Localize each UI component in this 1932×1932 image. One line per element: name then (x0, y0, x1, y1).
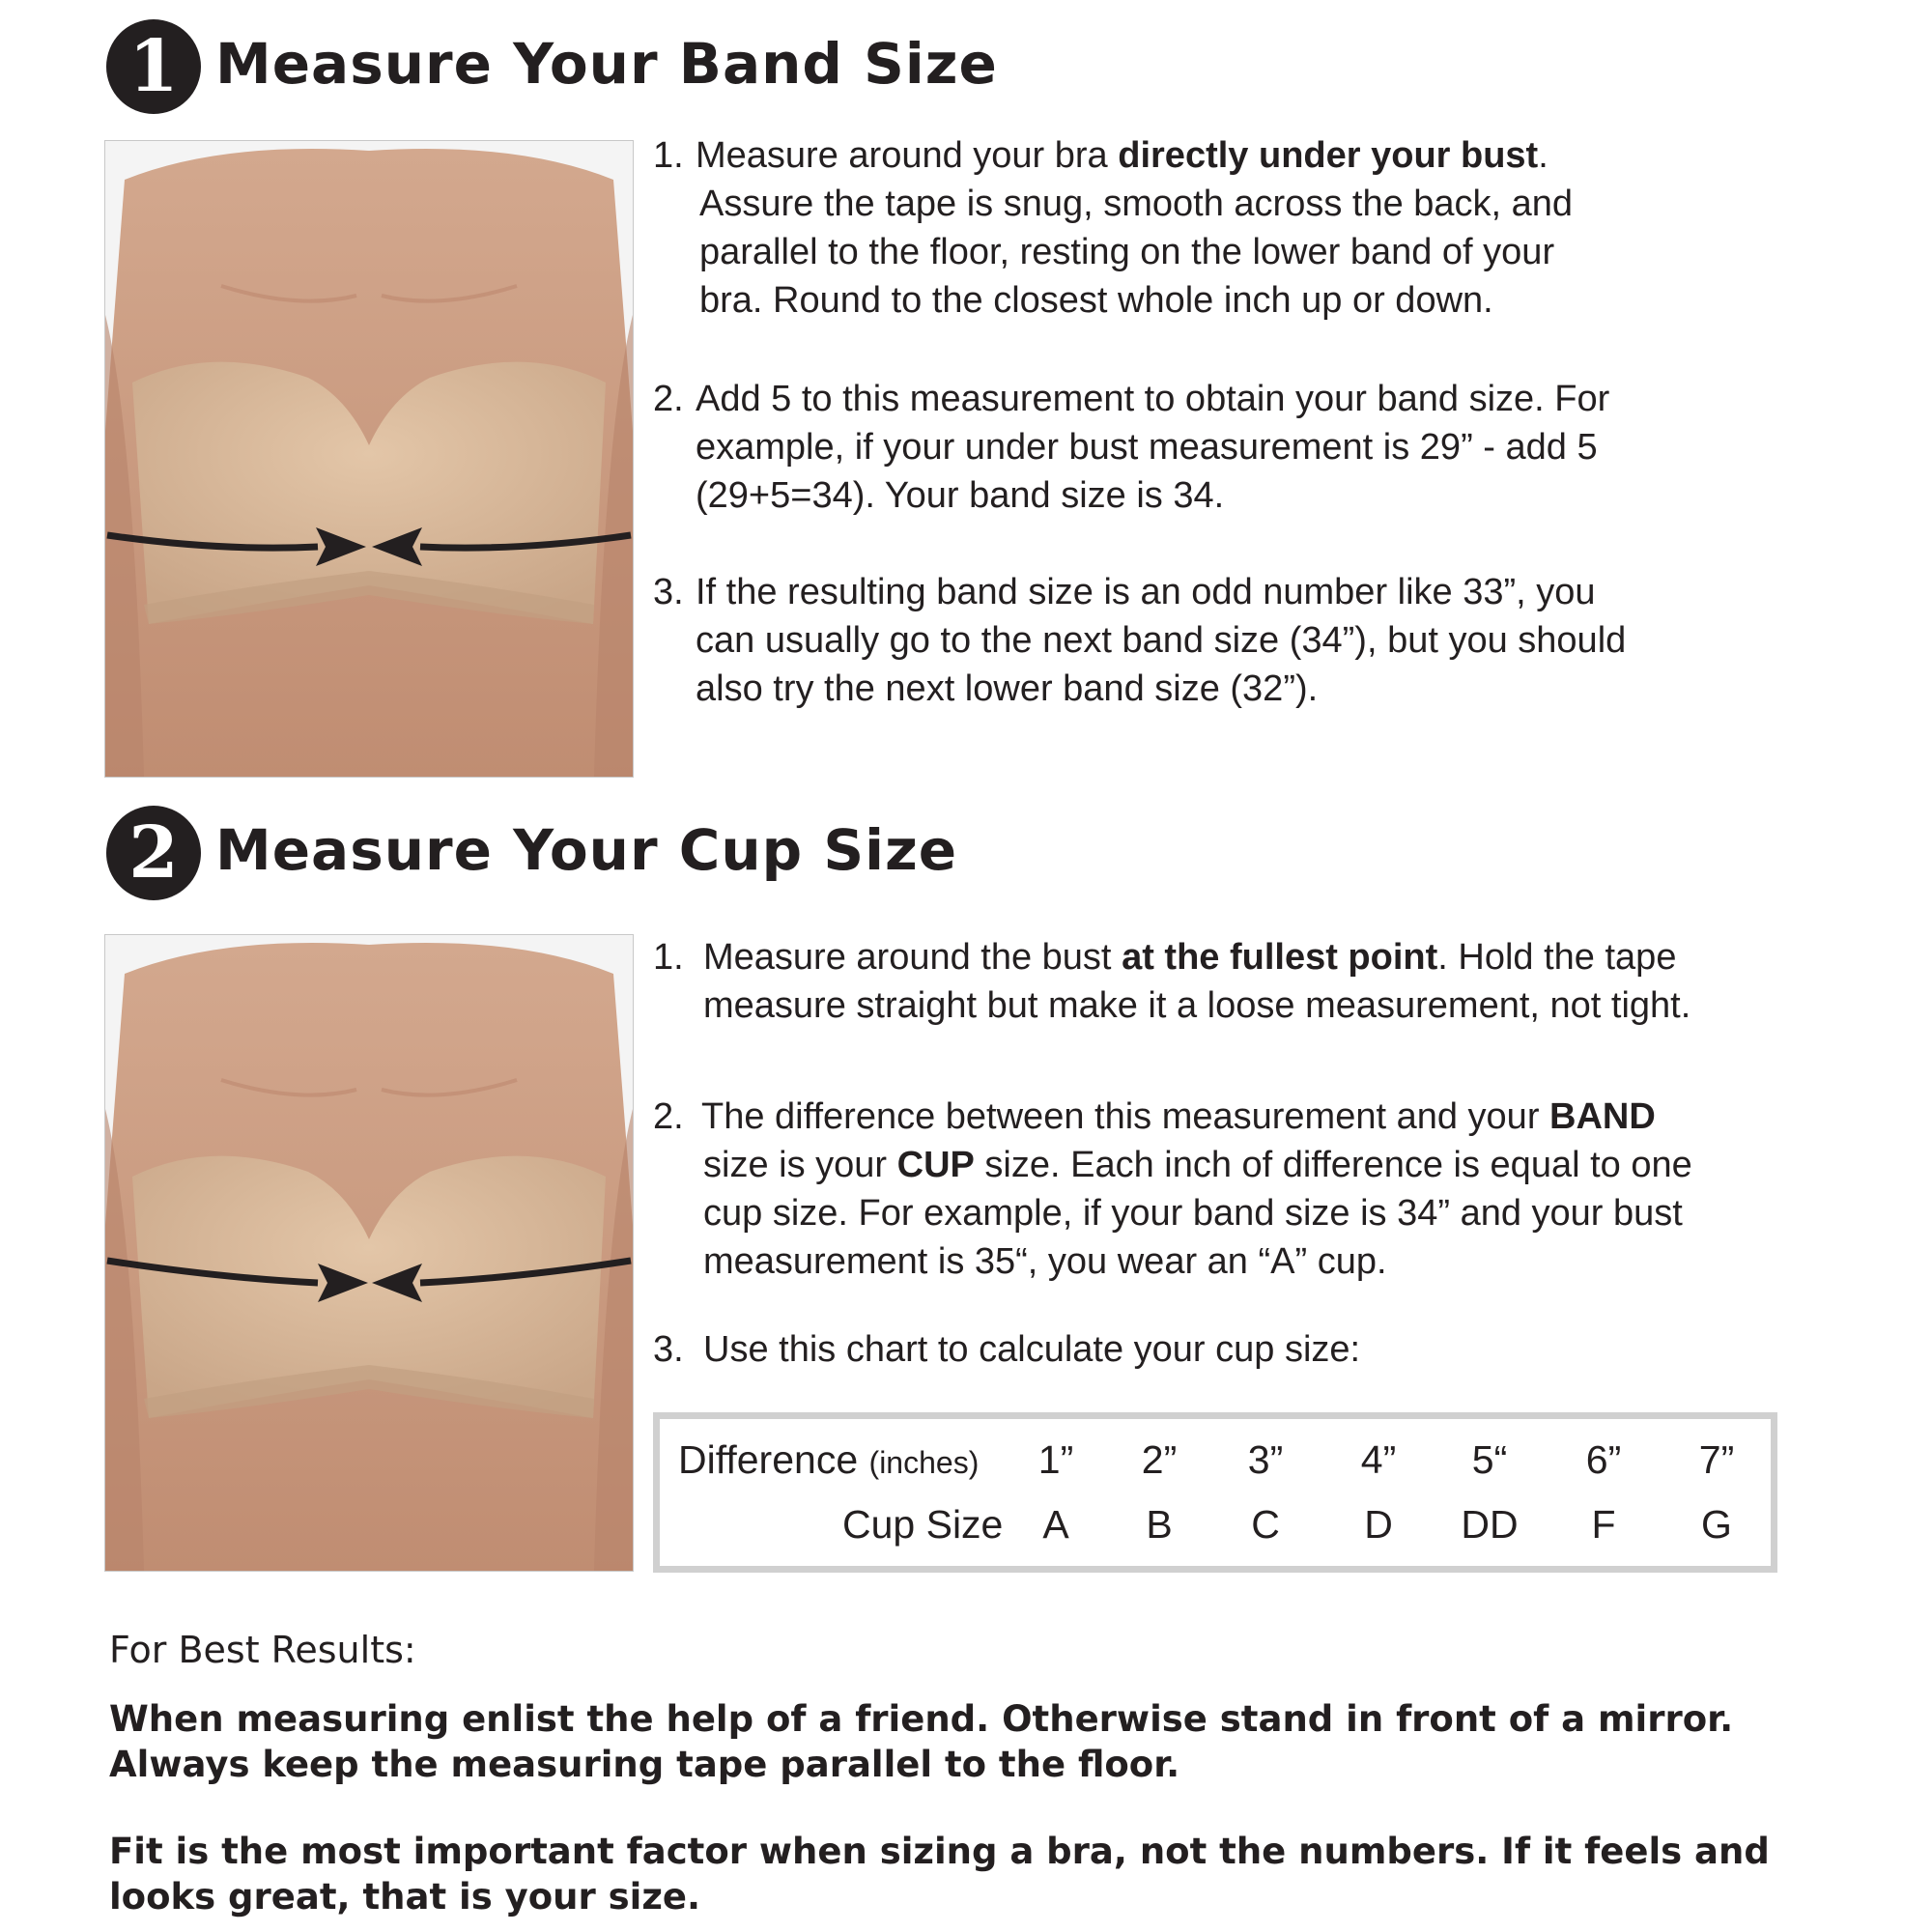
best-results-para2-line1: Fit is the most important factor when sizing a bra, not the numbers. If it feels and (109, 1831, 1770, 1872)
best-results-para1-line2: Always keep the measuring tape parallel to the floor. (109, 1744, 1180, 1785)
band-step-2: 2. Add 5 to this measurement to obtain your band size. For example, if your under bust measurement is 29” - add 5 (29+5=34). Your band size is 34. (653, 379, 1610, 516)
step-two-badge: 2 (106, 806, 201, 900)
cup-size-title: Measure Your Cup Size (215, 817, 958, 883)
cup-value: B (1146, 1502, 1173, 1547)
band-measure-photo (104, 140, 634, 778)
best-results-heading: For Best Results: (109, 1629, 416, 1671)
best-results-para1-line1: When measuring enlist the help of a friend. Otherwise stand in front of a mirror. (109, 1698, 1734, 1740)
band-step-1: 1. Measure around your bra directly under your bust. Assure the tape is snug, smooth across the back, and parallel to the floor, resting on the lower band of your bra. Round to the closest whole inch up or down. (653, 135, 1574, 321)
difference-value: 4” (1360, 1437, 1397, 1482)
band-step-3: 3. If the resulting band size is an odd number like 33”, you can usually go to the next band size (34”), but you should also try the next lower band size (32”). (653, 572, 1627, 709)
best-results-para2-line2: looks great, that is your size. (109, 1876, 700, 1918)
cup-value: F (1591, 1502, 1616, 1547)
cup-value: D (1364, 1502, 1393, 1547)
band-size-title: Measure Your Band Size (215, 31, 998, 97)
difference-value: 6” (1585, 1437, 1622, 1482)
difference-value: 5“ (1471, 1437, 1508, 1482)
difference-label: Difference (inches) (678, 1437, 980, 1482)
difference-value: 7” (1698, 1437, 1735, 1482)
cup-size-chart (653, 1412, 1777, 1573)
step-one-badge: 1 (106, 19, 201, 114)
cup-size-label: Cup Size (842, 1502, 1004, 1547)
cup-step-3: 3. Use this chart to calculate your cup size: (653, 1329, 1361, 1370)
difference-value: 3” (1247, 1437, 1284, 1482)
cup-value: A (1042, 1502, 1069, 1547)
difference-value: 1” (1037, 1437, 1074, 1482)
cup-value: C (1251, 1502, 1280, 1547)
cup-step-2: 2. The difference between this measurement and your BAND size is your CUP size. Each inch of difference is equal to one cup size. For example, if your band size is 34” and your bust measurement is 35“, you wear an “A” cup. (653, 1096, 1692, 1282)
cup-step-1: 1. Measure around the bust at the fullest point. Hold the tape measure straight but make it a loose measurement, not tight. (653, 937, 1691, 1026)
cup-measure-photo (104, 934, 634, 1572)
difference-value: 2” (1141, 1437, 1178, 1482)
cup-value: G (1701, 1502, 1732, 1547)
cup-value: DD (1461, 1502, 1519, 1547)
